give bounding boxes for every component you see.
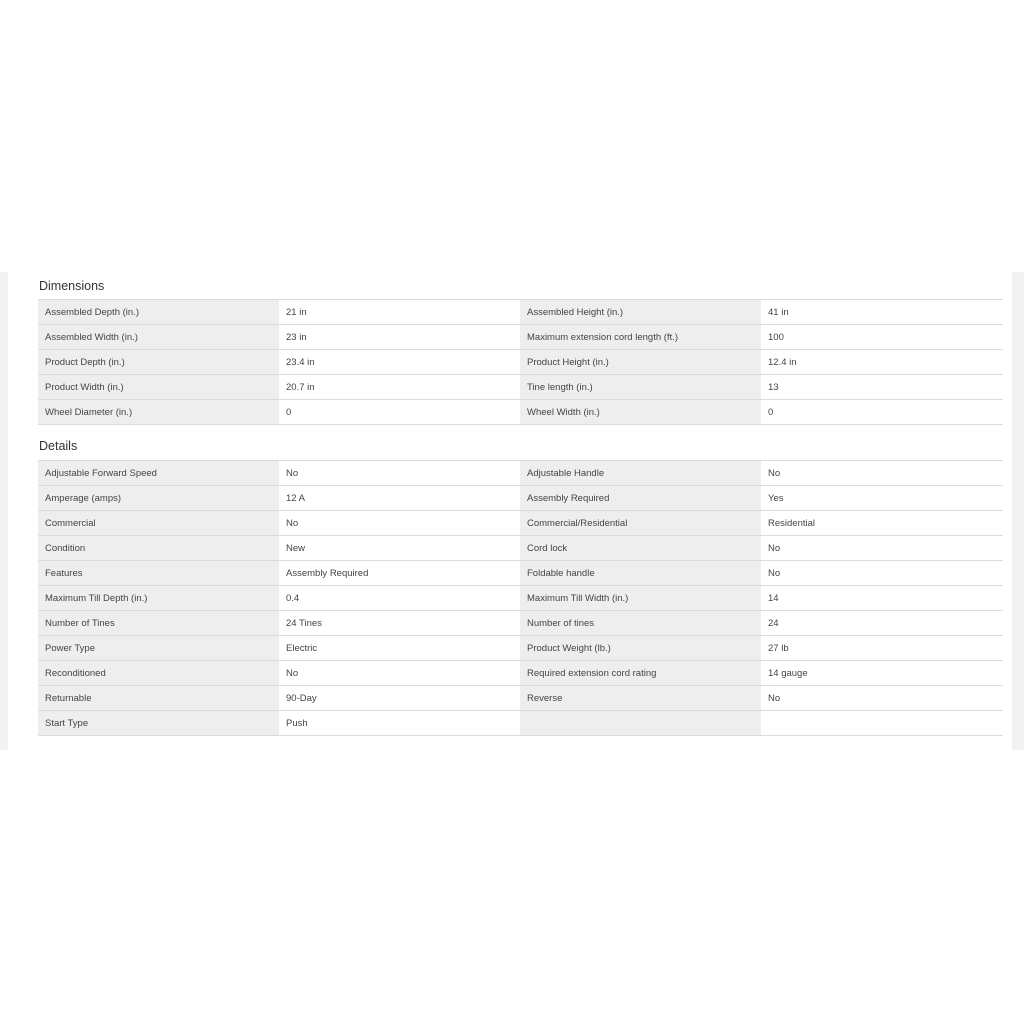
spec-value: New (279, 536, 520, 561)
spec-label: Foldable handle (520, 561, 761, 586)
spec-label: Wheel Diameter (in.) (38, 400, 279, 425)
spec-label: Number of tines (520, 611, 761, 636)
spec-row (38, 300, 1003, 325)
spec-row (38, 325, 1003, 350)
spec-value: 90-Day (279, 686, 520, 711)
spec-value: 0 (761, 400, 1003, 425)
spec-label: Commercial (38, 511, 279, 536)
specifications-content (38, 272, 1003, 736)
spec-row (38, 686, 1003, 711)
details-heading: Details (38, 425, 1003, 461)
spec-label: Maximum extension cord length (ft.) (520, 325, 761, 350)
spec-label: Assembled Depth (in.) (38, 300, 279, 325)
spec-label: Commercial/Residential (520, 511, 761, 536)
spec-label: Assembly Required (520, 486, 761, 511)
spec-row (38, 536, 1003, 561)
spec-value: No (279, 461, 520, 486)
spec-label: Product Width (in.) (38, 375, 279, 400)
spec-row (38, 711, 1003, 736)
spec-value: No (761, 536, 1003, 561)
spec-value: 0 (279, 400, 520, 425)
spec-label: Power Type (38, 636, 279, 661)
spec-value: 24 (761, 611, 1003, 636)
spec-value: 13 (761, 375, 1003, 400)
spec-row (38, 350, 1003, 375)
spec-label: Reverse (520, 686, 761, 711)
spec-value: Yes (761, 486, 1003, 511)
spec-label: Required extension cord rating (520, 661, 761, 686)
spec-value: 100 (761, 325, 1003, 350)
spec-value: 27 lb (761, 636, 1003, 661)
spec-value: 20.7 in (279, 375, 520, 400)
spec-row (38, 561, 1003, 586)
spec-label: Product Depth (in.) (38, 350, 279, 375)
spec-row (38, 586, 1003, 611)
spec-label: Features (38, 561, 279, 586)
spec-value: No (279, 661, 520, 686)
spec-value: 12 A (279, 486, 520, 511)
spec-row (38, 511, 1003, 536)
spec-label: Product Weight (lb.) (520, 636, 761, 661)
spec-row (38, 661, 1003, 686)
spec-value: 12.4 in (761, 350, 1003, 375)
spec-value: 14 gauge (761, 661, 1003, 686)
spec-label: Returnable (38, 686, 279, 711)
spec-row (38, 461, 1003, 486)
spec-row (38, 611, 1003, 636)
spec-value: Push (279, 711, 520, 736)
spec-label: Amperage (amps) (38, 486, 279, 511)
spec-value: No (279, 511, 520, 536)
dimensions-table (38, 300, 1003, 425)
spec-label: Condition (38, 536, 279, 561)
spec-value: 41 in (761, 300, 1003, 325)
spec-label: Maximum Till Depth (in.) (38, 586, 279, 611)
spec-label: Assembled Height (in.) (520, 300, 761, 325)
spec-value: Assembly Required (279, 561, 520, 586)
spec-row (38, 636, 1003, 661)
spec-value: 23 in (279, 325, 520, 350)
spec-row (38, 400, 1003, 425)
spec-value: No (761, 561, 1003, 586)
spec-value: Residential (761, 511, 1003, 536)
spec-value: 23.4 in (279, 350, 520, 375)
panel-right-edge (1012, 272, 1024, 750)
spec-label: Number of Tines (38, 611, 279, 636)
spec-value (761, 711, 1003, 736)
spec-label: Maximum Till Width (in.) (520, 586, 761, 611)
details-table (38, 461, 1003, 736)
spec-label: Reconditioned (38, 661, 279, 686)
spec-label (520, 711, 761, 736)
spec-value: Electric (279, 636, 520, 661)
spec-value: 24 Tines (279, 611, 520, 636)
spec-value: 14 (761, 586, 1003, 611)
spec-label: Cord lock (520, 536, 761, 561)
spec-row (38, 486, 1003, 511)
dimensions-heading: Dimensions (38, 272, 1003, 300)
spec-label: Adjustable Handle (520, 461, 761, 486)
specifications-panel (0, 272, 1024, 750)
spec-label: Tine length (in.) (520, 375, 761, 400)
spec-label: Wheel Width (in.) (520, 400, 761, 425)
spec-label: Product Height (in.) (520, 350, 761, 375)
spec-row (38, 375, 1003, 400)
spec-value: 0.4 (279, 586, 520, 611)
spec-value: No (761, 461, 1003, 486)
spec-label: Assembled Width (in.) (38, 325, 279, 350)
panel-left-edge (0, 272, 8, 750)
spec-label: Adjustable Forward Speed (38, 461, 279, 486)
spec-value: 21 in (279, 300, 520, 325)
spec-label: Start Type (38, 711, 279, 736)
spec-value: No (761, 686, 1003, 711)
